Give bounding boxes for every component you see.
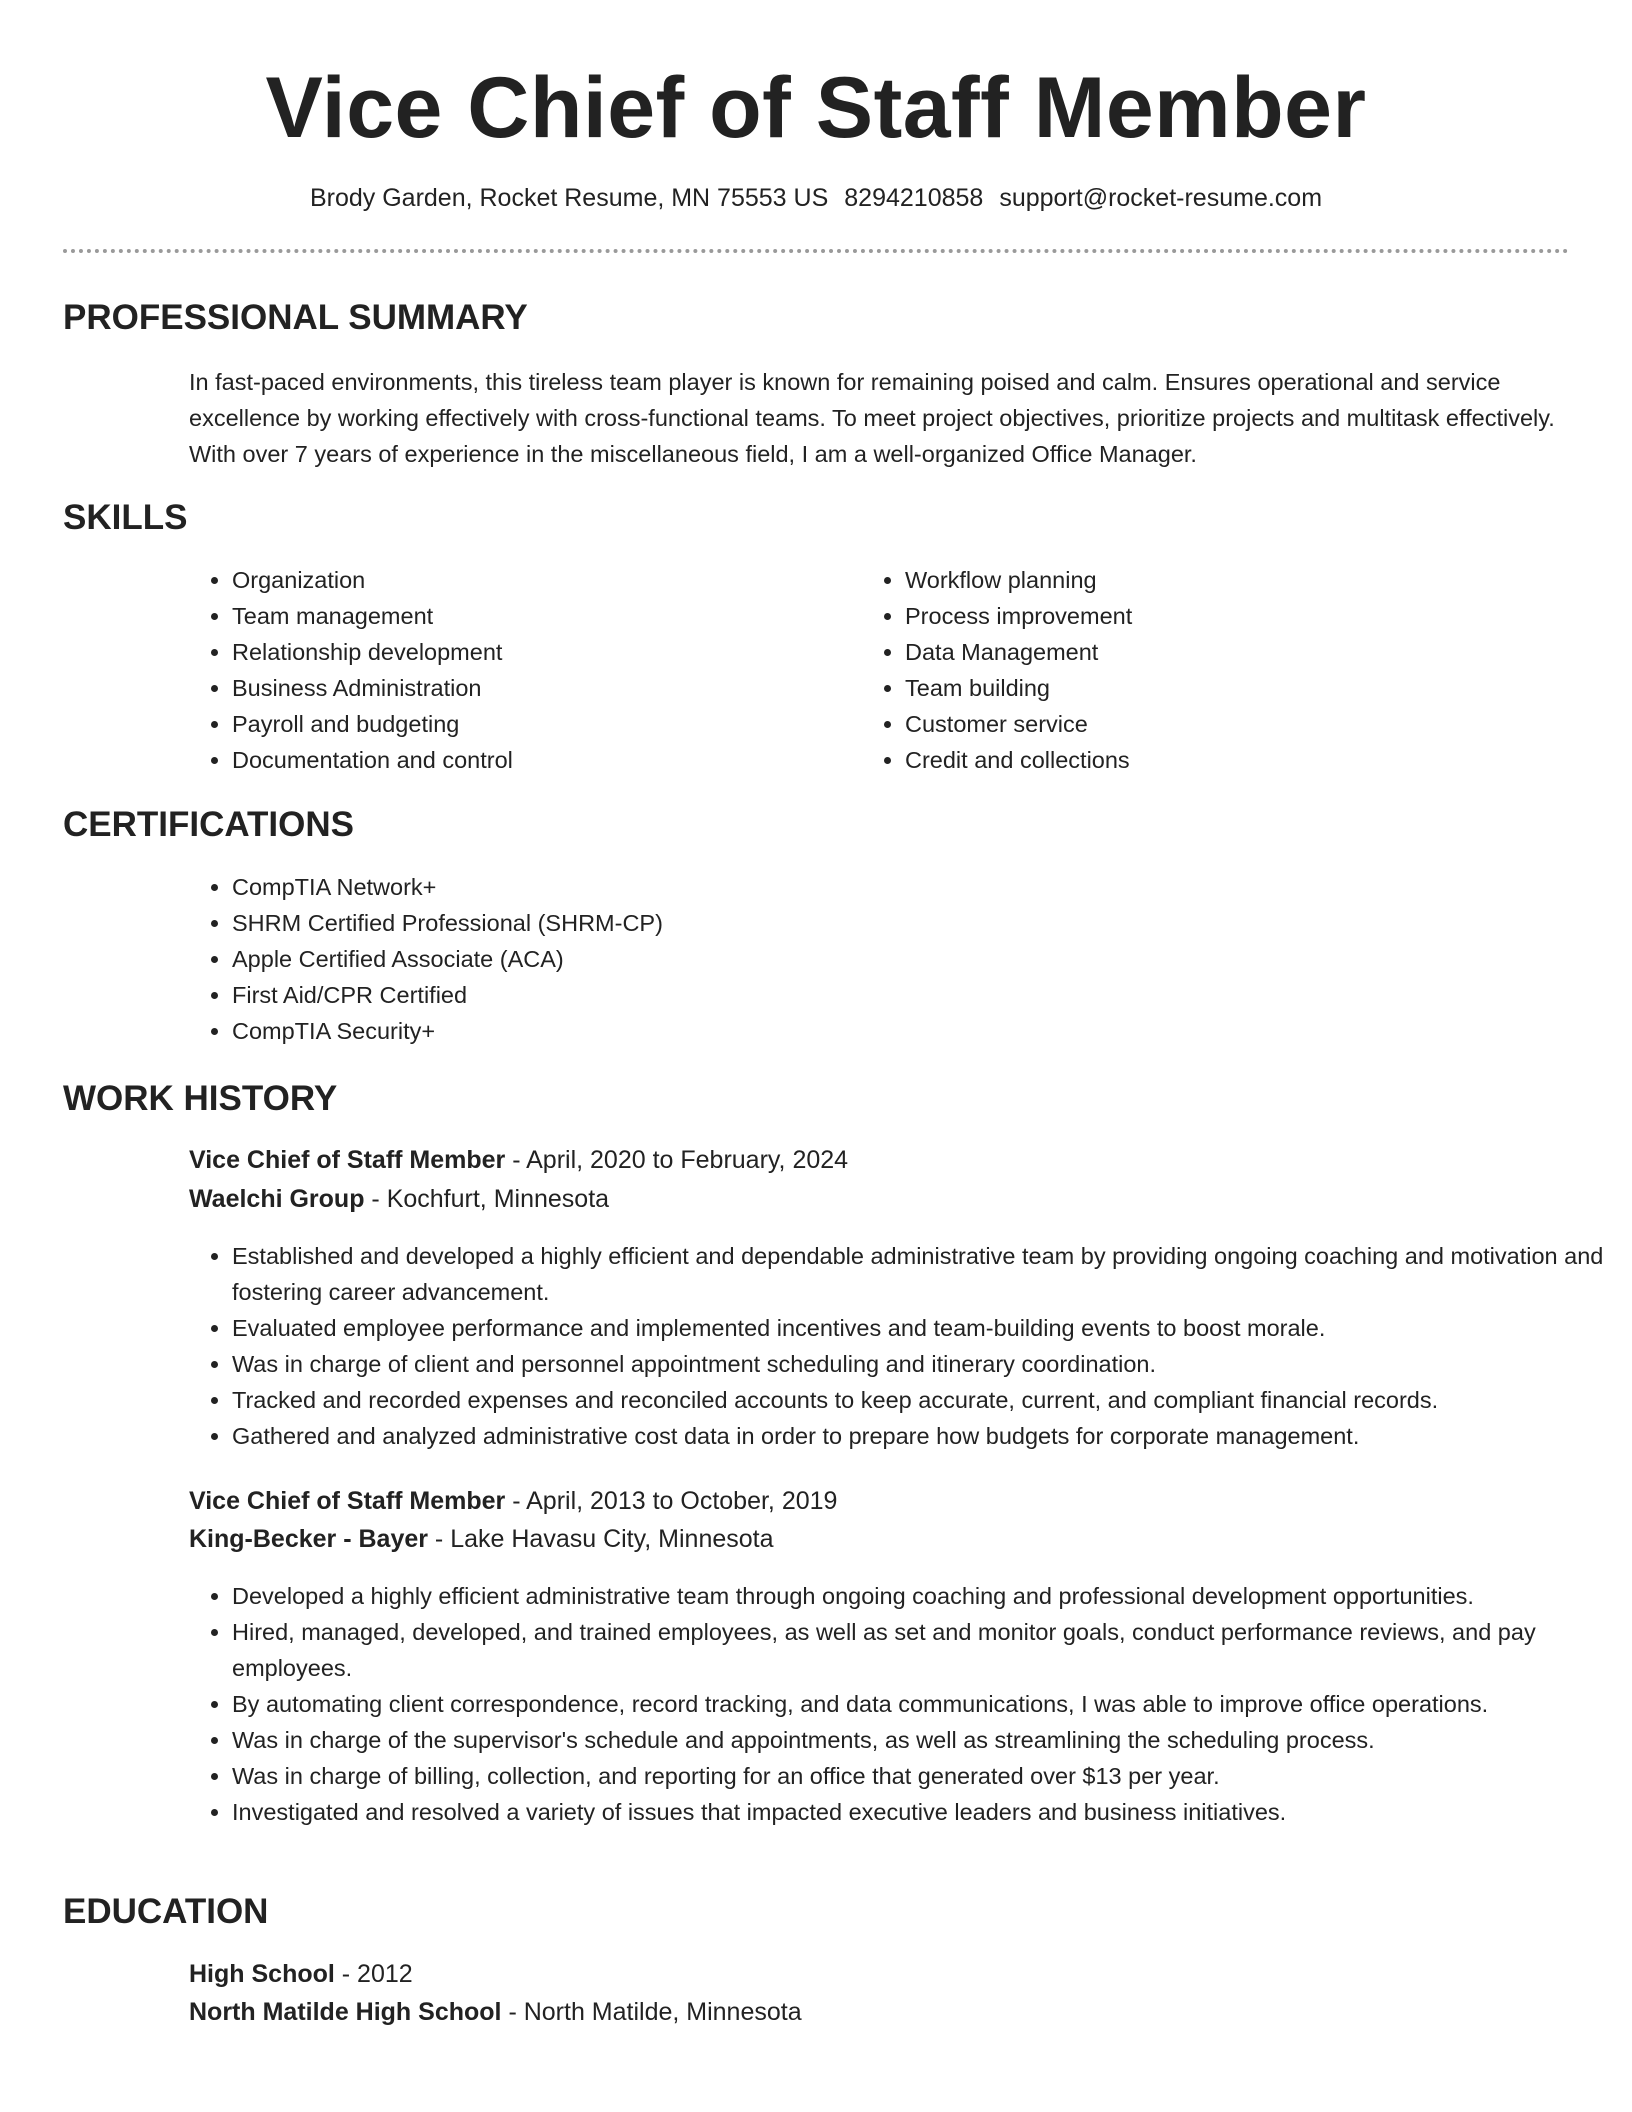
contact-line (0, 180, 1632, 216)
job-1-company: Waelchi Group (189, 1185, 365, 1213)
contact-phone: 8294210858 (844, 184, 984, 212)
job-bullet: • Was in charge of the supervisor's schedule and appointments, as well as streamlining the scheduling process. (232, 1722, 1612, 1758)
certification-item: • Apple Certified Associate (ACA) (232, 941, 1232, 977)
skill-item: • Process improvement (905, 598, 1505, 634)
education-year: - 2012 (334, 1960, 413, 1988)
contact-address: Brody Garden, Rocket Resume, MN 75553 US (309, 184, 829, 212)
job-bullet: • Gathered and analyzed administrative cost data in order to prepare how budgets for corporate management. (232, 1418, 1612, 1454)
summary-heading: PROFESSIONAL SUMMARY (63, 298, 528, 337)
skill-item: • Business Administration (232, 670, 832, 706)
skill-item: • Documentation and control (232, 742, 832, 778)
skill-item: • Organization (232, 562, 832, 598)
job-2-role: Vice Chief of Staff Member (189, 1487, 506, 1515)
job-1-title-line (189, 1141, 848, 1179)
job-bullet: • Was in charge of client and personnel appointment scheduling and itinerary coordination. (232, 1346, 1612, 1382)
skill-item: • Relationship development (232, 634, 832, 670)
job-1-dates: - April, 2020 to February, 2024 (505, 1146, 849, 1174)
education-heading: EDUCATION (63, 1892, 269, 1931)
job-2-title-line (189, 1482, 837, 1520)
contact-email: support@rocket-resume.com (999, 184, 1323, 212)
work-history-heading: WORK HISTORY (63, 1079, 338, 1118)
skills-list-right (862, 562, 1505, 778)
job-1-company-line (189, 1180, 609, 1218)
job-1-role: Vice Chief of Staff Member (189, 1146, 506, 1174)
education-school-line (189, 1993, 802, 2031)
skill-item: • Payroll and budgeting (232, 706, 832, 742)
job-2-company: King-Becker - Bayer (189, 1525, 428, 1553)
job-2-dates: - April, 2013 to October, 2019 (505, 1487, 838, 1515)
job-1-location: - Kochfurt, Minnesota (364, 1185, 610, 1213)
skill-item: • Data Management (905, 634, 1505, 670)
skill-item: • Workflow planning (905, 562, 1505, 598)
skill-item: • Customer service (905, 706, 1505, 742)
certifications-list (189, 869, 1232, 1049)
job-2-company-line (189, 1520, 774, 1558)
education-degree: High School (189, 1960, 335, 1988)
certifications-heading: CERTIFICATIONS (63, 805, 355, 844)
job-bullet: • Was in charge of billing, collection, and reporting for an office that generated over $13 per year. (232, 1758, 1612, 1794)
certification-item: • SHRM Certified Professional (SHRM-CP) (232, 905, 1232, 941)
header-divider (63, 249, 1569, 253)
job-bullet: • Investigated and resolved a variety of issues that impacted executive leaders and business initiatives. (232, 1794, 1612, 1830)
job-bullet: • By automating client correspondence, record tracking, and data communications, I was able to improve office operations. (232, 1686, 1612, 1722)
job-2-bullets (189, 1578, 1612, 1830)
resume-name: Vice Chief of Staff Member (265, 60, 1367, 156)
skill-item: • Team building (905, 670, 1505, 706)
skills-heading: SKILLS (63, 498, 188, 537)
job-1-bullets (189, 1238, 1612, 1454)
job-2-location: - Lake Havasu City, Minnesota (427, 1525, 774, 1553)
skill-item: • Team management (232, 598, 832, 634)
job-bullet: • Evaluated employee performance and implemented incentives and team-building events to boost morale. (232, 1310, 1612, 1346)
certification-item: • CompTIA Security+ (232, 1013, 1232, 1049)
education-location: - North Matilde, Minnesota (501, 1998, 802, 2026)
education-school: North Matilde High School (189, 1998, 502, 2026)
job-bullet: • Established and developed a highly efficient and dependable administrative team by providing ongoing coaching and motivation and fostering career advancement. (232, 1238, 1612, 1310)
certification-item: • First Aid/CPR Certified (232, 977, 1232, 1013)
skill-item: • Credit and collections (905, 742, 1505, 778)
summary-text: In fast-paced environments, this tireless team player is known for remaining poised and calm. Ensures operational and service excellence by working effectively with cross-functional teams. To meet project objectives, prioritize projects and multitask effectively. With over 7 years of experience in the miscellaneous field, I am a well-organized Office Manager. (189, 369, 1555, 467)
education-degree-line (189, 1955, 413, 1993)
skills-list-left (189, 562, 832, 778)
job-bullet: • Tracked and recorded expenses and reconciled accounts to keep accurate, current, and compliant financial records. (232, 1382, 1612, 1418)
job-bullet: • Hired, managed, developed, and trained employees, as well as set and monitor goals, conduct performance reviews, and pay employees. (232, 1614, 1612, 1686)
job-bullet: • Developed a highly efficient administrative team through ongoing coaching and professional development opportunities. (232, 1578, 1612, 1614)
certification-item: • CompTIA Network+ (232, 869, 1232, 905)
